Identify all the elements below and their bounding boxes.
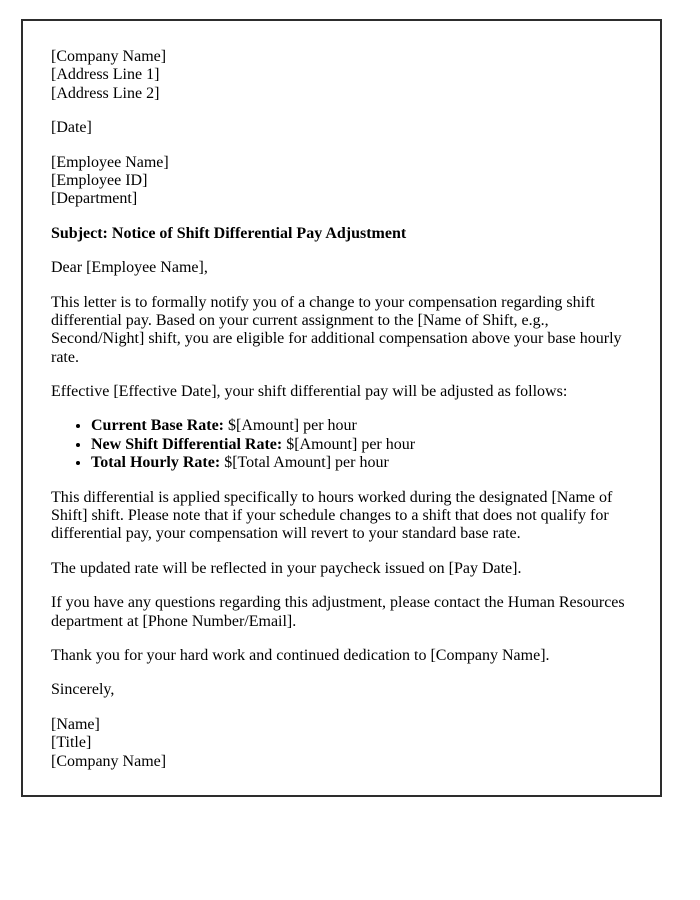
sender-address-line-1: [Address Line 1] — [51, 66, 160, 84]
rate-item-new-differential — [91, 436, 630, 454]
rate-item-total-hourly — [91, 454, 630, 472]
rate-item-value: $[Amount] per hour — [228, 417, 357, 435]
salutation-line: Dear [Employee Name], — [51, 259, 208, 277]
recipient-name-line: [Employee Name] — [51, 153, 169, 171]
recipient-id-line: [Employee ID] — [51, 171, 148, 189]
signature-name-line: [Name] — [51, 715, 100, 733]
subject-line: Subject: Notice of Shift Differential Pay Adjustment — [51, 224, 407, 242]
sender-block — [51, 48, 630, 103]
paragraph-questions: If you have any questions regarding this adjustment, please contact the Human Resources department at [Phone Number/Email]. — [51, 594, 625, 630]
paragraph-intro: This letter is to formally notify you of a change to your compensation regarding shift differential pay. Based on your current assignment to the [Name of Shift, e.g., Second/Night] shift, you are eligible for additional compensation above your base hourly rate. — [51, 293, 622, 366]
date-line: [Date] — [51, 119, 92, 137]
recipient-department-line: [Department] — [51, 190, 138, 208]
rate-item-label: New Shift Differential Rate: — [91, 435, 283, 453]
rates-list — [51, 417, 630, 472]
paragraph-paycheck: The updated rate will be reflected in your paycheck issued on [Pay Date]. — [51, 559, 522, 577]
rate-item-value: $[Amount] per hour — [286, 435, 416, 453]
rate-item-label: Total Hourly Rate: — [91, 454, 221, 472]
letter-frame — [21, 19, 662, 797]
signature-title-line: [Title] — [51, 734, 92, 752]
sender-address-line-2: [Address Line 2] — [51, 84, 160, 102]
signature-block — [51, 716, 630, 771]
paragraph-thanks: Thank you for your hard work and continued dedication to [Company Name]. — [51, 646, 550, 664]
rate-item-current-base — [91, 417, 630, 435]
rate-item-label: Current Base Rate: — [91, 417, 225, 435]
recipient-block — [51, 154, 630, 209]
rate-item-value: $[Total Amount] per hour — [224, 454, 389, 472]
closing-line: Sincerely, — [51, 681, 115, 699]
sender-company-line: [Company Name] — [51, 48, 167, 65]
paragraph-applied: This differential is applied specifically to hours worked during the designated [Name of Shift] shift. Please note that if your schedule changes to a shift that does not qualify for differential pay, your compensation will revert to your standard base rate. — [51, 488, 613, 543]
signature-company-line: [Company Name] — [51, 752, 167, 770]
paragraph-effective: Effective [Effective Date], your shift differential pay will be adjusted as follows: — [51, 383, 568, 401]
